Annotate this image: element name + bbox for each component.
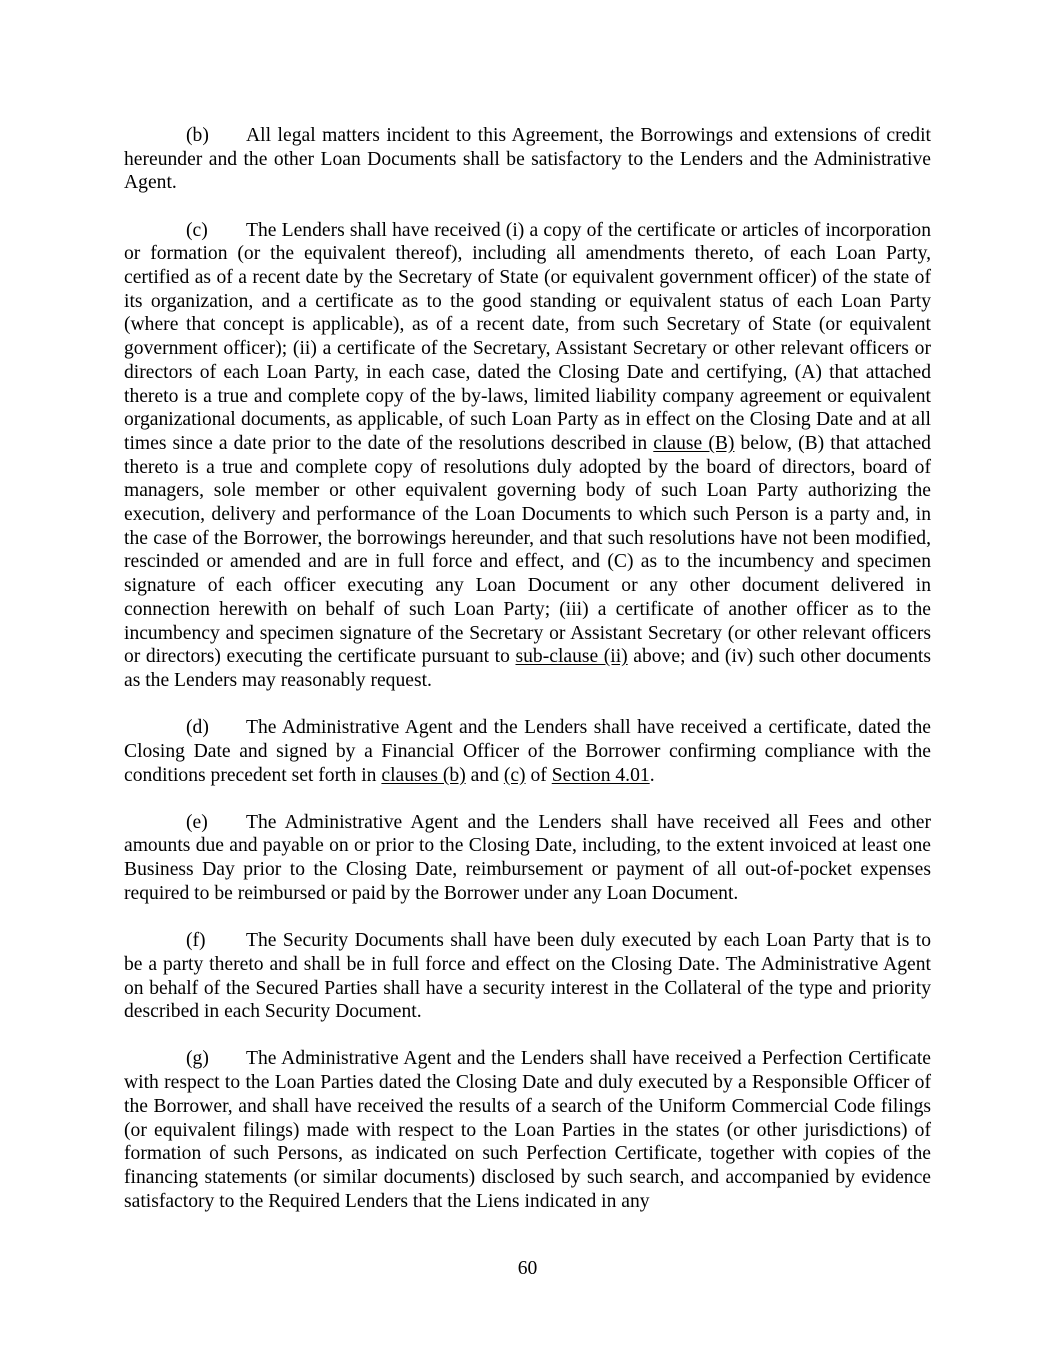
paragraph-e bbox=[124, 811, 931, 906]
paragraph-c-label: (c) bbox=[186, 219, 208, 241]
clauses-b-reference: clauses (b) bbox=[381, 764, 466, 786]
paragraph-d bbox=[124, 716, 931, 787]
paragraph-c bbox=[124, 219, 931, 693]
paragraph-b-text: All legal matters incident to this Agreement, the Borrowings and extensions of credit hereunder and the other Loan Documents shall be satisfactory to the Lenders and the Administrative Agent. bbox=[124, 125, 931, 194]
paragraph-c-text-2: below, (B) that attached thereto is a true and complete copy of resolutions duly adopted by the board of directors, board of managers, sole member or other equivalent governing body of such Loan Party authorizing the execution, delivery and performance of the Loan Documents to which such Person is a party and, in the case of the Borrower, the borrowings hereunder, and that such resolutions have not been modified, rescinded or amended and are in full force and effect, and (C) as to the incumbency and specimen signature of each officer executing any Loan Document or any other document delivered in connection herewith on behalf of such Loan Party; (iii) a certificate of another officer as to the incumbency and specimen signature of the Secretary or Assistant Secretary (or other relevant officers or directors) executing the certificate pursuant to bbox=[124, 432, 931, 668]
paragraph-c-text-1: The Lenders shall have received (i) a copy of the certificate or articles of incorporation or formation (or the equivalent thereof), including all amendments thereto, of each Loan Party, certified as of a recent date by the Secretary of State (or equivalent government officer) of the state of its organization, and a certificate as to the good standing or equivalent status of each Loan Party (where that concept is applicable), as of a recent date, from such Secretary of State (or equivalent government officer); (ii) a certificate of the Secretary, Assistant Secretary or other relevant officers or directors of each Loan Party, in each case, dated the Closing Date and certifying, (A) that attached thereto is a true and complete copy of the by-laws, limited liability company agreement or equivalent organizational documents, as applicable, of such Loan Party as in effect on the Closing Date and at all times since a date prior to the date of the resolutions described in bbox=[124, 219, 931, 454]
paragraph-b-label: (b) bbox=[186, 125, 209, 146]
sub-clause-ii-reference: sub-clause (ii) bbox=[515, 646, 628, 668]
section-reference: Section 4.01 bbox=[551, 764, 650, 786]
paragraph-g-label: (g) bbox=[186, 1048, 209, 1070]
document-page bbox=[124, 124, 931, 1237]
paragraph-f bbox=[124, 929, 931, 1024]
page-number: 60 bbox=[517, 1258, 538, 1279]
paragraph-c-text-3: above; and (iv) such other documents as the Lenders may reasonably request. bbox=[124, 646, 931, 691]
clause-c-reference: (c) bbox=[503, 764, 526, 786]
paragraph-d-label: (d) bbox=[186, 717, 209, 739]
paragraph-b bbox=[124, 124, 931, 195]
paragraph-d-text-1: The Administrative Agent and the Lenders shall have received a certificate, dated the Closing Date and signed by a Financial Officer of the Borrower confirming compliance with the conditions precedent set forth in bbox=[124, 717, 931, 786]
paragraph-f-label: (f) bbox=[186, 930, 206, 952]
clause-b-reference: clause (B) bbox=[653, 432, 735, 454]
paragraph-f-text: The Security Documents shall have been duly executed by each Loan Party that is to be a party thereto and shall be in full force and effect on the Closing Date. The Administrative Agent on behalf of the Secured Parties shall have a security interest in the Collateral of the type and priority described in each Security Document. bbox=[124, 930, 931, 1023]
paragraph-d-text-3: of bbox=[530, 764, 547, 786]
paragraph-d-text-4: . bbox=[649, 764, 655, 786]
paragraph-e-text: The Administrative Agent and the Lenders shall have received all Fees and other amounts due and payable on or prior to the Closing Date, including, to the extent invoiced at least one Business Day prior to the Closing Date, reimbursement or payment of all out-of-pocket expenses required to be reimbursed or paid by the Borrower under any Loan Document. bbox=[124, 811, 931, 904]
paragraph-g bbox=[124, 1047, 931, 1213]
paragraph-d-text-2: and bbox=[470, 764, 499, 786]
paragraph-g-text: The Administrative Agent and the Lenders shall have received a Perfection Certificate with respect to the Loan Parties dated the Closing Date and duly executed by a Responsible Officer of the Borrower, and shall have received the results of a search of the Uniform Commercial Code filings (or equivalent filings) made with respect to the Loan Parties in the states (or other jurisdictions) of formation of such Persons, as indicated on such Perfection Certificate, together with copies of the financing statements (or similar documents) disclosed by such search, and accompanied by evidence satisfactory to the Required Lenders that the Liens indicated in any bbox=[124, 1048, 931, 1212]
paragraph-e-label: (e) bbox=[186, 811, 208, 833]
